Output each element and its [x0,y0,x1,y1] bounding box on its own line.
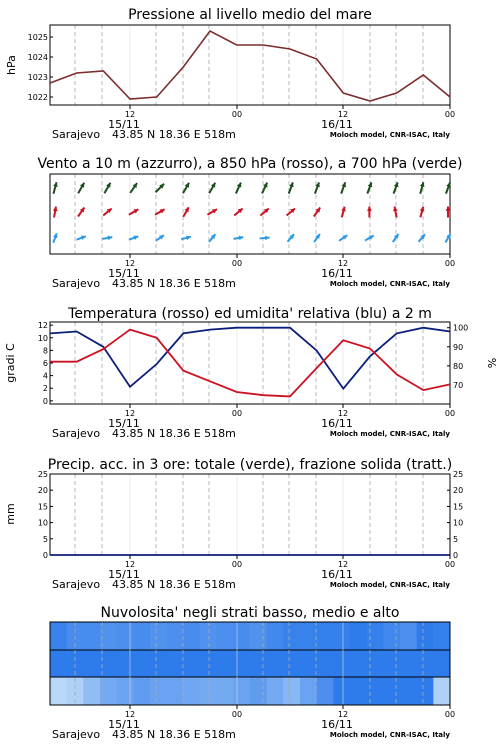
cloud-cell [150,650,167,677]
wind-arrow [130,183,137,193]
cloud-cell [233,650,250,677]
cloud-cell [233,677,250,705]
location-label: Sarajevo [52,578,101,591]
cloud-cell [383,622,400,650]
pressure-title: Pressione al livello medio del mare [128,7,372,23]
wind-panel [37,156,462,290]
y-tick-label: 2 [42,384,48,394]
cloud-cell [217,677,234,705]
wind-arrow [233,236,243,241]
x-tick-label: 12 [337,110,349,119]
x-tick-label: 00 [231,409,243,418]
y-tick-label: 6 [42,359,48,368]
x-tick-label: 00 [231,259,243,268]
cloud-cell [300,650,317,677]
y-tick-label: 15 [453,502,464,512]
temperature-gridlines [75,322,423,404]
cloud-cell [133,622,150,650]
wind-arrow [53,207,58,218]
cloud-cell [433,622,450,650]
coords-label: 43.85 N 18.36 E 518m [112,128,236,141]
source-label: Moloch model, CNR-ISAC, Italy [329,731,450,739]
cloud-cell [50,622,67,650]
date-label: 15/11 [108,118,140,131]
source-label: Moloch model, CNR-ISAC, Italy [329,430,450,438]
cloud-cell [100,677,117,705]
wind-arrow [341,182,346,193]
date-label: 15/11 [108,267,140,280]
x-tick-label: 12 [124,110,136,119]
cloud-cell [417,622,434,650]
cloud-cell [267,622,284,650]
cloud-cell [117,650,134,677]
wind-arrow [365,236,374,241]
coords-label: 43.85 N 18.36 E 518m [112,277,236,290]
cloud-cell [83,677,100,705]
y-tick-label: 20 [453,486,464,496]
y-tick-label: 70 [453,380,464,390]
wind-footer [52,254,455,290]
cloud-cell [250,677,267,705]
wind-arrow [102,236,112,241]
wind-arrow [183,183,189,193]
cloud-cell [417,677,434,705]
y-tick-label: 25 [453,470,464,479]
cloud-cell [367,650,384,677]
date-label: 15/11 [108,718,140,731]
coords-label: 43.85 N 18.36 E 518m [112,728,236,741]
wind-barbs [53,182,451,242]
wind-arrow [103,208,111,215]
x-tick-label: 00 [444,710,456,719]
y-tick-label: 80 [453,361,464,371]
y-tick-label: 10 [453,518,464,528]
x-tick-label: 00 [444,560,456,569]
wind-arrow [393,207,398,218]
pressure-series [50,31,450,101]
precipitation-y-label: mm [4,503,17,525]
cloud-cell [433,650,450,677]
precipitation-title: Precip. acc. in 3 ore: totale (verde), frazione solida (tratt.) [47,457,453,473]
coords-label: 43.85 N 18.36 E 518m [112,427,236,440]
cloud-cell [200,650,217,677]
wind-arrow [420,207,425,218]
y-tick-label: 20 [37,486,48,496]
wind-arrow [209,183,215,193]
y-tick-label: 12 [37,321,48,331]
y-tick-label: 4 [42,371,48,381]
cloud-cell [133,677,150,705]
cloud-cell [167,650,184,677]
pressure-frame [50,25,450,105]
cloud-cell [400,622,417,650]
x-tick-label: 00 [444,409,456,418]
cloud-cell [167,622,184,650]
pressure-footer [52,105,455,141]
cloud-cell [350,650,367,677]
cloud-cell [317,650,334,677]
x-tick-label: 12 [337,259,349,268]
cloud-cell [150,622,167,650]
y-tick-label: 0 [42,551,48,560]
pressure-panel [5,7,455,141]
y-tick-label: 0 [42,396,48,406]
precipitation-y-ticks [38,470,53,560]
cloud-cell [433,677,450,705]
cloud-cell [200,622,217,650]
cloud-cells [50,622,451,705]
wind-arrow [341,207,346,218]
wind-arrow [209,234,215,242]
x-tick-label: 12 [337,409,349,418]
wind-arrow [367,207,372,218]
pressure-y-ticks [28,33,53,102]
y-tick-label: 1025 [27,33,48,42]
x-tick-label: 12 [337,560,349,569]
location-label: Sarajevo [52,277,101,290]
x-tick-label: 00 [231,710,243,719]
x-tick-label: 00 [231,560,243,569]
cloud-cell [83,650,100,677]
coords-label: 43.85 N 18.36 E 518m [112,578,236,591]
date-label: 16/11 [321,718,353,731]
cloud-cell [217,650,234,677]
x-tick-label: 00 [444,259,456,268]
cloud-footer [52,705,455,741]
cloud-cell [317,677,334,705]
wind-arrow [260,236,270,241]
date-label: 16/11 [321,118,353,131]
x-tick-label: 00 [444,110,456,119]
pressure-y-label: hPa [5,55,18,75]
cloud-cell [350,622,367,650]
y-tick-label: 5 [42,534,48,544]
precipitation-panel [4,457,463,591]
date-label: 16/11 [321,568,353,581]
cloud-cell [133,650,150,677]
y-tick-label: 10 [37,333,48,343]
temperature-panel [4,306,498,440]
cloud-cell [167,677,184,705]
y-tick-label: 0 [453,551,459,560]
y-tick-label: 1022 [27,93,48,102]
wind-arrow [314,207,320,216]
cloud-cell [100,622,117,650]
cloud-title: Nuvolosita' negli strati basso, medio e alto [100,605,400,621]
location-label: Sarajevo [52,427,101,440]
wind-title: Vento a 10 m (azzurro), a 850 hPa (rosso), a 700 hPa (verde) [37,156,463,172]
temperature-title: Temperatura (rosso) ed umidita' relativa (blu) a 2 m [68,306,432,322]
wind-arrow-head [265,236,270,241]
location-label: Sarajevo [52,728,101,741]
x-tick-label: 12 [124,259,136,268]
wind-arrow [289,182,294,193]
x-tick-label: 12 [124,560,136,569]
cloud-cell [250,622,267,650]
cloud-cell [100,650,117,677]
wind-arrow [420,182,425,194]
cloud-cell [183,677,200,705]
wind-arrow [78,183,84,193]
cloud-cell [333,677,350,705]
cloud-cell [333,650,350,677]
wind-arrow [155,209,165,215]
wind-arrow [78,207,84,216]
source-label: Moloch model, CNR-ISAC, Italy [329,280,450,288]
precipitation-y-ticks-right [447,470,463,560]
date-label: 15/11 [108,568,140,581]
source-label: Moloch model, CNR-ISAC, Italy [329,131,450,139]
humidity-line [50,328,450,389]
y-tick-label: 1024 [27,53,48,62]
temperature-frame [50,322,450,404]
cloud-cell [283,622,300,650]
wind-arrow [183,207,189,217]
cloud-cell [267,677,284,705]
cloud-cell [383,650,400,677]
pressure-gridlines [75,25,423,105]
wind-arrow [314,234,320,242]
cloud-cell [283,677,300,705]
x-tick-label: 12 [124,710,136,719]
y-tick-label: 5 [453,534,459,544]
wind-arrow-head [367,207,372,211]
date-label: 16/11 [321,417,353,430]
y-tick-label: 90 [453,342,464,352]
date-label: 15/11 [108,417,140,430]
wind-arrow [234,208,242,215]
y-tick-label: 100 [453,323,469,333]
source-label: Moloch model, CNR-ISAC, Italy [329,581,450,589]
cloud-cell [267,650,284,677]
cloud-cell [83,622,100,650]
cloud-cell [233,622,250,650]
temperature-footer [52,404,455,440]
cloud-cell [50,677,67,705]
cloud-cell [150,677,167,705]
wind-arrow [288,234,294,242]
cloud-cell [350,677,367,705]
precipitation-frame [50,474,450,555]
date-label: 16/11 [321,267,353,280]
precipitation-footer [52,555,455,591]
cloud-cell [400,650,417,677]
wind-arrow [53,233,58,242]
location-label: Sarajevo [52,128,101,141]
x-tick-label: 12 [337,710,349,719]
cloud-cell [117,677,134,705]
cloud-cell [367,622,384,650]
wind-arrow [236,183,241,194]
cloud-panel [50,605,455,741]
y-tick-label: 10 [37,518,48,528]
wind-arrow [260,208,268,215]
wind-arrow [104,183,110,193]
cloud-cell [217,622,234,650]
wind-arrow [129,236,138,241]
precipitation-gridlines [75,474,423,555]
cloud-cell [300,677,317,705]
cloud-cell [367,677,384,705]
wind-arrow [53,182,58,194]
cloud-cell [200,677,217,705]
y-tick-label: 1023 [27,73,48,82]
wind-arrow [419,234,425,242]
cloud-cell [283,650,300,677]
cloud-cell [400,677,417,705]
cloud-cell [50,650,67,677]
cloud-cell [250,650,267,677]
cloud-cell [317,622,334,650]
x-tick-label: 00 [231,110,243,119]
wind-arrow [287,208,295,215]
y-tick-label: 25 [37,470,48,479]
y-tick-label: 15 [37,502,48,512]
humidity-y-label: % [485,357,498,369]
cloud-cell [183,650,200,677]
cloud-cell [333,622,350,650]
cloud-cell [300,622,317,650]
wind-arrow [156,235,164,241]
x-tick-label: 12 [124,409,136,418]
wind-arrow [77,236,86,241]
temperature-y-label: gradi C [4,343,17,383]
temperature-humidity-series [50,328,450,397]
cloud-cell [417,650,434,677]
wind-arrow [156,184,164,192]
cloud-cell [383,677,400,705]
y-tick-label: 8 [42,346,48,356]
cloud-cell [117,622,134,650]
cloud-cell [183,622,200,650]
pressure-line [50,31,450,101]
